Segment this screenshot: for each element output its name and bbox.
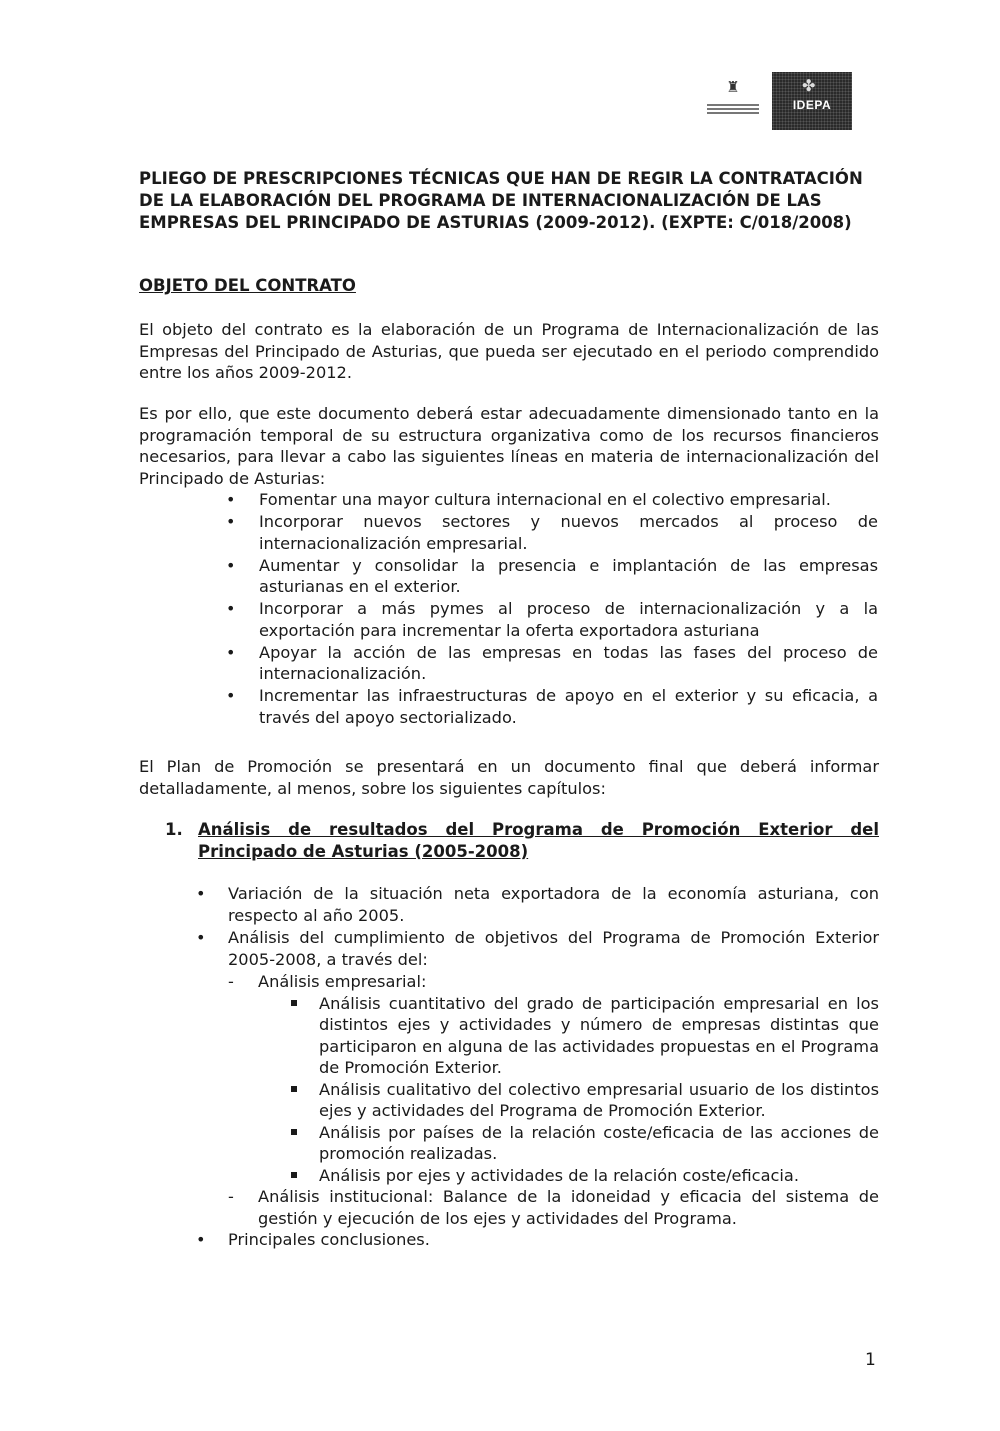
square-bullet-icon [291,1000,297,1006]
idepa-mark-icon: ✤ [802,76,816,95]
crest-icon: ♜ [726,78,740,96]
bullet-icon: • [226,490,236,509]
dash-icon: - [228,972,234,991]
list-item: • Incorporar nuevos sectores y nuevos mercados al proceso de internacionalización empresarial. [226,512,878,553]
list-item: • Incrementar las infraestructuras de apoyo en el exterior y su eficacia, a través del apoyo sectorializado. [226,686,878,727]
chapter-items-list [196,883,879,1252]
square-bullet-icon [291,1129,297,1135]
list-item: • Apoyar la acción de las empresas en todas las fases del proceso de internacionalización. [226,642,878,683]
list-item: • Fomentar una mayor cultura internacional en el colectivo empresarial. [226,490,831,509]
dash-icon: - [228,1187,234,1206]
lines-list [226,489,878,729]
sub-sub-list-item: Análisis por países de la relación coste/eficacia de las acciones de promoción realizadas. [289,1122,879,1165]
bullet-icon: • [196,884,206,903]
sub-list-item: - Análisis institucional: Balance de la idoneidad y eficacia del sistema de gestión y ejecución de los ejes y actividades del Programa. [228,1187,879,1228]
bullet-icon: • [196,1230,206,1249]
idepa-logo [772,72,852,130]
paragraph-object: El objeto del contrato es la elaboración de un Programa de Internacionalización de las Empresas del Principado de Asturias, que pueda ser ejecutado en el periodo comprendido entre los años 2009-2012. [139,320,879,382]
sub-sub-list-item: Análisis cuantitativo del grado de participación empresarial en los distintos ejes y actividades y número de empresas distintas que participaron en alguna de las actividades propuestas en el Programa de Promoción Exterior. [289,993,879,1079]
government-logo-lines [707,102,759,116]
document-title: PLIEGO DE PRESCRIPCIONES TÉCNICAS QUE HAN DE REGIR LA CONTRATACIÓN DE LA ELABORACIÓN DEL PROGRAMA DE INTERNACIONALIZACIÓN DE LAS EMPRESAS DEL PRINCIPADO DE ASTURIAS (2009-2012). (EXPTE: C/018/2008) [139,169,863,232]
header-logos [700,72,852,130]
bullet-icon: • [226,512,236,531]
chapter-number: 1. [165,820,183,839]
bullet-icon: • [226,642,236,662]
paragraph-plan: El Plan de Promoción se presentará en un documento final que deberá informar detalladamente, al menos, sobre los siguientes capítulos: [139,757,879,798]
bullet-icon: • [226,555,236,575]
paragraph-dimension: Es por ello, que este documento deberá estar adecuadamente dimensionado tanto en la programación temporal de su estructura organizativa como de los recursos financieros necesarios, para llevar a cabo las siguientes líneas en materia de internacionalización del Principado de Asturias: [139,404,879,488]
square-bullet-icon [291,1086,297,1092]
government-logo [700,72,766,128]
sub-sub-list-item: Análisis cualitativo del colectivo empresarial usuario de los distintos ejes y actividades del Programa de Promoción Exterior. [289,1079,879,1122]
list-item: • Variación de la situación neta exportadora de la economía asturiana, con respecto al año 2005. [196,884,879,925]
idepa-logo-text: IDEPA [792,98,832,112]
square-bullet-icon [291,1172,297,1178]
bullet-icon: • [226,686,236,705]
list-item: • Análisis del cumplimiento de objetivos del Programa de Promoción Exterior 2005-2008, a través del: [196,928,879,969]
list-item: • Aumentar y consolidar la presencia e implantación de las empresas asturianas en el exterior. [226,555,878,596]
sub-sub-list-item: Análisis por ejes y actividades de la relación coste/eficacia. [289,1165,879,1187]
page-number: 1 [865,1350,876,1370]
bullet-icon: • [226,599,236,618]
list-item: • Incorporar a más pymes al proceso de internacionalización y a la exportación para incrementar la oferta exportadora asturiana [226,599,878,640]
chapter-heading [165,819,879,863]
list-item: • Principales conclusiones. [196,1230,430,1249]
bullet-icon: • [196,928,206,947]
sub-list-item: - Análisis empresarial: [228,972,427,991]
section-heading: OBJETO DEL CONTRATO [139,276,356,295]
chapter-title: Análisis de resultados del Programa de Promoción Exterior del Principado de Asturias (2005-2008) [198,820,879,861]
